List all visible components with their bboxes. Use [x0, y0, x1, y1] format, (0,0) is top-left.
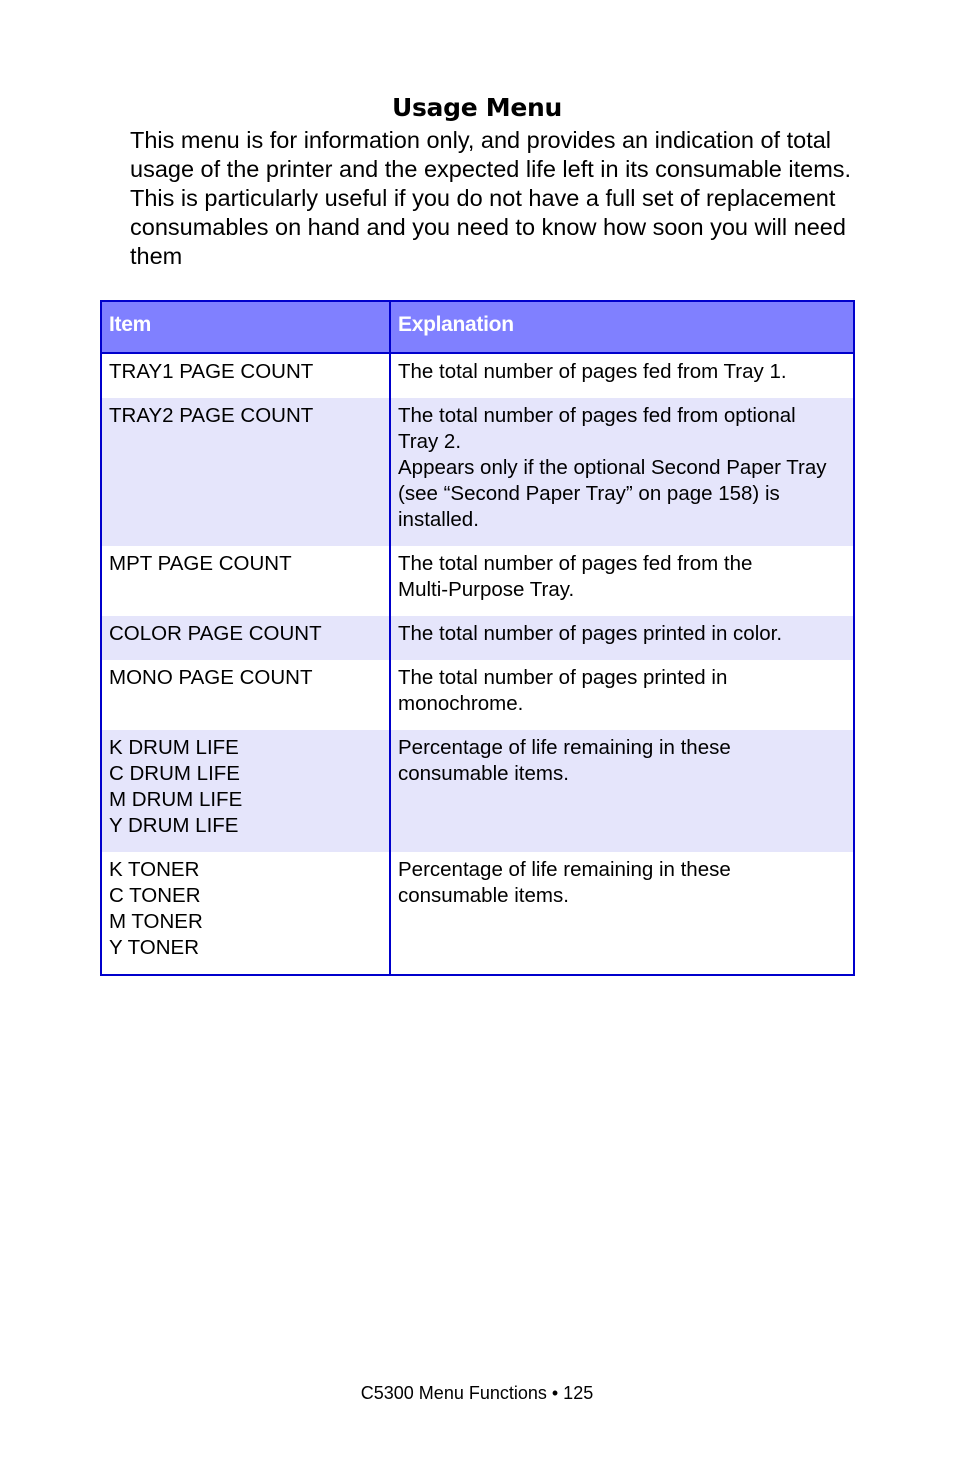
- explanation-text: Percentage of life remaining in these: [398, 858, 731, 881]
- header-item: Item: [101, 301, 390, 353]
- explanation-text: Percentage of life remaining in these: [398, 736, 731, 759]
- explanation-text: consumable items.: [398, 762, 569, 785]
- explanation-cell: [390, 546, 854, 616]
- item-text: K TONER: [109, 858, 200, 881]
- intro-paragraph: [130, 126, 860, 271]
- explanation-text: Appears only if the optional Second Paper Tray: [398, 456, 827, 479]
- explanation-text: monochrome.: [398, 692, 524, 715]
- intro-line: This menu is for information only, and provides an indication of total: [130, 127, 832, 153]
- page-footer: C5300 Menu Functions • 125: [360, 1383, 594, 1403]
- table-row: [101, 398, 854, 546]
- explanation-text: consumable items.: [398, 884, 569, 907]
- item-text: Y DRUM LIFE: [109, 814, 239, 837]
- item-cell: [101, 660, 390, 730]
- intro-line: them: [130, 243, 183, 269]
- item-text: C DRUM LIFE: [109, 762, 240, 785]
- item-text: MONO PAGE COUNT: [109, 666, 313, 689]
- explanation-cell: [390, 353, 854, 398]
- item-text: M TONER: [109, 910, 203, 933]
- item-text: COLOR PAGE COUNT: [109, 622, 322, 645]
- explanation-cell: [390, 616, 854, 660]
- explanation-text: The total number of pages fed from optional: [398, 404, 796, 427]
- table-row: [101, 660, 854, 730]
- item-cell: [101, 398, 390, 546]
- intro-line: This is particularly useful if you do not have a full set of replacement: [130, 185, 836, 211]
- header-explanation: Explanation: [390, 301, 854, 353]
- explanation-text: Multi-Purpose Tray.: [398, 578, 575, 601]
- explanation-cell: [390, 730, 854, 852]
- item-text: TRAY1 PAGE COUNT: [109, 360, 314, 383]
- item-text: Y TONER: [109, 936, 200, 959]
- explanation-text: (see “Second Paper Tray” on page 158) is: [398, 482, 780, 505]
- usage-menu-table: [100, 300, 855, 976]
- table-row: [101, 616, 854, 660]
- explanation-text: installed.: [398, 508, 479, 531]
- explanation-text: The total number of pages fed from Tray 1.: [398, 360, 787, 383]
- item-cell: [101, 353, 390, 398]
- intro-line: usage of the printer and the expected life left in its consumable items.: [130, 156, 852, 182]
- item-cell: [101, 616, 390, 660]
- section-heading: Usage Menu: [391, 93, 563, 122]
- item-text: M DRUM LIFE: [109, 788, 243, 811]
- explanation-cell: [390, 660, 854, 730]
- table-row: [101, 546, 854, 616]
- explanation-text: Tray 2.: [398, 430, 462, 453]
- item-text: K DRUM LIFE: [109, 736, 239, 759]
- item-text: C TONER: [109, 884, 201, 907]
- explanation-text: The total number of pages printed in: [398, 666, 728, 689]
- intro-line: consumables on hand and you need to know how soon you will need: [130, 214, 846, 240]
- explanation-text: The total number of pages printed in color.: [398, 622, 783, 645]
- explanation-cell: [390, 398, 854, 546]
- table-row: [101, 852, 854, 975]
- item-cell: [101, 852, 390, 975]
- explanation-cell: [390, 852, 854, 975]
- table-row: [101, 730, 854, 852]
- item-text: TRAY2 PAGE COUNT: [109, 404, 314, 427]
- table-header-row: [101, 301, 854, 353]
- item-cell: [101, 730, 390, 852]
- explanation-text: The total number of pages fed from the: [398, 552, 753, 575]
- item-cell: [101, 546, 390, 616]
- table-row: [101, 353, 854, 398]
- item-text: MPT PAGE COUNT: [109, 552, 292, 575]
